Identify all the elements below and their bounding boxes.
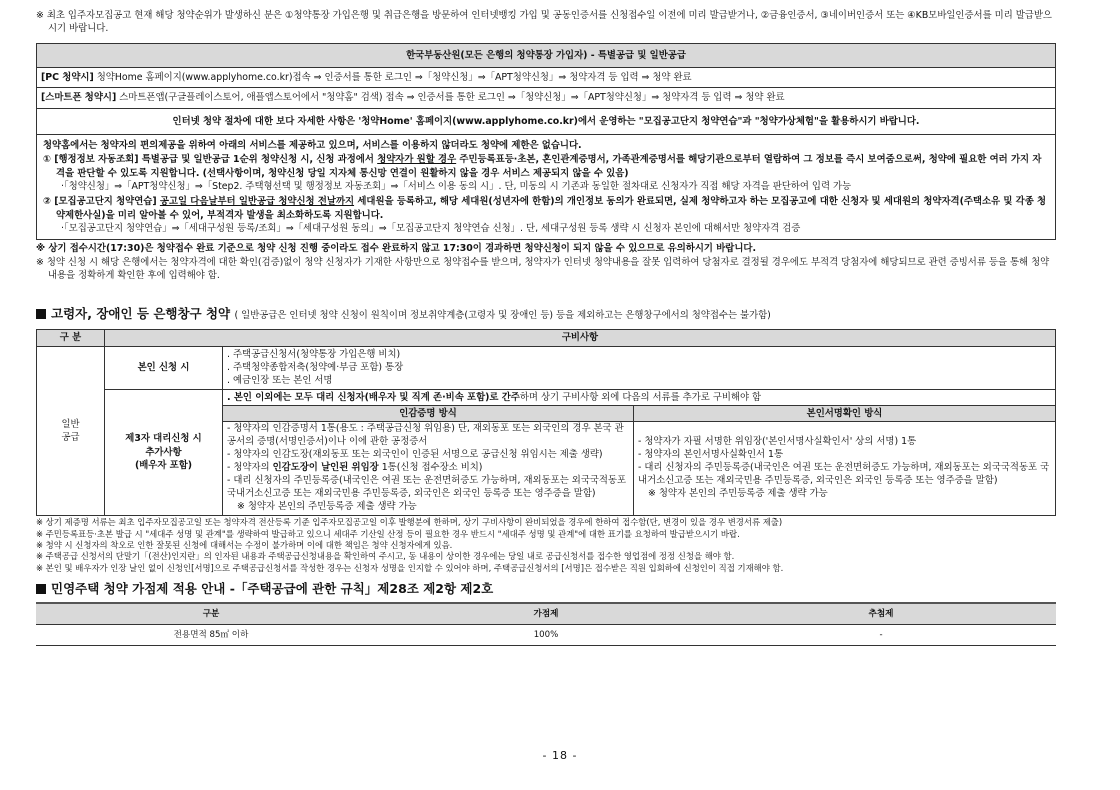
application-procedure-box [36, 43, 1056, 241]
section-bank-counter [36, 305, 1056, 575]
required-documents-table [36, 329, 1056, 516]
footnote-1: ※ 상기 제증명 서류는 최초 입주자모집공고일 또는 청약자격 전산등록 기준 입주자모집공고일 이후 발행분에 한하며, 상기 구비사항이 완비되었을 경우에 한하여 접수함(단, 변경이 있을 경우 변경서류 제출) [36, 517, 783, 528]
sign-doc-note: ※ 청약자 본인의 주민등록증 제출 생략 가능 [648, 488, 828, 500]
section-point-system-title [36, 580, 1056, 598]
proxy-note-text: 하며 상기 구비사항 외에 다음의 서류를 추가로 구비해야 함 [519, 391, 762, 403]
pc-label: [PC 청약시] [41, 72, 94, 84]
point-table-cell: 100% [386, 625, 706, 646]
intro-note: ※ 최초 입주자모집공고 현재 해당 청약순위가 발생하신 분은 ①청약통장 가입은행 및 취급은행을 방문하여 인터넷뱅킹 가입 및 공동인증서를 신청접수일 이전에 미리 발급받거나, ②금융인증서, ③네이버인증서 또는 ④KB모바일인증서를 미리 발급받으시기 바랍니다. [36, 10, 1052, 35]
sign-doc-1: - 청약자가 자필 서명한 위임장('본인서명사실확인서' 상의 서명) 1통 [638, 436, 917, 448]
point-table-header-points: 가점제 [386, 603, 706, 625]
pc-procedure [37, 68, 1055, 88]
self-apply-label: 본인 신청 시 [105, 346, 223, 389]
seal-doc-4: - 대리 신청자의 주민등록증(내국인은 여권 또는 운전면허증도 가능하며, 재외동포는 외국국적동포 국내거소신고증 또는 재외국민용 주민등록증, 외국인은 외국인 등록증 또는 영주증을 말함) [227, 475, 627, 500]
service-item-2-path: ·「모집공고단지 청약연습」⇒「세대구성원 등록/조회」⇒「세대구성원 동의」⇒「모집공고단지 청약연습 신청」. 단, 세대구성원 등록 생략 시 신청자 본인에 대해서만 청약자격 검증 [61, 223, 801, 235]
item2-underline: 공고일 다음날부터 일반공급 청약신청 전날까지 [159, 196, 355, 208]
table-row [36, 625, 1056, 646]
document-page [36, 9, 1056, 646]
sign-method-header: 본인서명확인 방식 [634, 405, 1056, 421]
seal-doc-3-c: 1통(신청 접수장소 비치) [378, 462, 483, 474]
proxy-note-bold: . 본인 이외에는 모두 대리 신청자(배우자 및 직계 존·비속 포함)로 간주 [227, 391, 520, 403]
item2-text-a: ② [모집공고단지 청약연습] [43, 196, 160, 208]
service-item-1 [43, 153, 1049, 180]
square-bullet-icon [36, 584, 46, 594]
sign-doc-3: - 대리 신청자의 주민등록증(내국인은 여권 또는 운전면허증도 가능하며, 재외동포는 외국국적동포 국내거소신고증 또는 재외국민용 주민등록증, 외국인은 외국인 등록증 또는 영주증을 말함) [638, 462, 1050, 487]
service-item-2 [43, 195, 1049, 222]
service-item-1-path: ·「청약신청」⇒「APT청약신청」⇒「Step2. 주택형선택 및 행정정보 자동조회」⇒「서비스 이용 동의 시」. 단, 미동의 시 기존과 동일한 절차대로 신청자가 직접 해당 자격을 판단하여 입력 가능 [61, 181, 852, 193]
point-table-header-lottery: 추첨제 [706, 603, 1056, 625]
self-doc-1: . 주택공급신청서(청약통장 가입은행 비치) [227, 348, 401, 360]
sign-method-docs [634, 422, 1056, 516]
general-supply-label: 일반 공급 [37, 346, 105, 516]
seal-doc-3-bold: 인감도장이 날인된 위임장 [272, 462, 379, 474]
section-subtitle: ( 일반공급은 인터넷 청약 신청이 원칙이며 정보취약계층(고령자 및 장애인 등) 등을 제외하고는 은행창구에서의 청약접수는 불가함) [234, 309, 771, 321]
mobile-procedure [37, 88, 1055, 108]
seal-doc-3-a: - 청약자의 [227, 462, 273, 474]
practice-info: 인터넷 청약 절차에 대한 보다 자세한 사항은 '청약Home' 홈페이지(www.applyhome.co.kr)에서 운영하는 "모집공고단지 청약연습"과 "청약가상체험"을 활용하시기 바랍니다. [37, 109, 1055, 135]
seal-doc-2: - 청약자의 인감도장(재외동포 또는 외국인이 인증된 서명으로 공급신청 위임시는 제출 생략) [227, 449, 603, 461]
point-table-header-category: 구분 [36, 603, 386, 625]
self-apply-docs [223, 346, 1056, 389]
mobile-text: 스마트폰앱(구글플레이스토어, 애플앱스토어에서 "청약홈" 검색) 접속 ⇒ 인증서를 통한 로그인 ⇒「청약신청」⇒「APT청약신청」⇒ 청약자격 등 입력 ⇒ 청약 완료 [116, 92, 785, 104]
section3-title-text: 민영주택 청약 가점제 적용 안내 -「주택공급에 관한 규칙」제28조 제2항 제2호 [51, 581, 494, 597]
self-doc-2: . 주택청약종합저축(청약예·부금 포함) 통장 [227, 361, 404, 373]
seal-doc-note: ※ 청약자 본인의 주민등록증 제출 생략 가능 [237, 501, 417, 513]
seal-method-docs [223, 422, 634, 516]
proxy-note [223, 389, 1056, 405]
item1-text-b: 주민등록표등·초본, 혼인관계증명서, 가족관계증명서를 해당기관으로부터 열람하여 그 정보를 즉시 보여줌으로써, 청약에 필요한 여러 가지 자격을 판단할 수 있도록 지원합니다. (선택사항이며, 청약신청 당일 지자체 통신망 연결이 원활하지 않을 경우 서비스 제공되지 않을 수 있음) [56, 154, 1042, 179]
verification-note: ※ 청약 신청 시 해당 은행에서는 청약자격에 대한 확인(검증)없이 청약 신청자가 기재한 사항만으로 청약접수를 받으며, 청약자가 인터넷 청약내용을 잘못 입력하여 당첨자로 결정될 경우에도 부적격 당첨자에 해당되므로 관련 증빙서류 등을 통해 청약내용을 정확하게 확인한 후에 입력해야 함. [36, 256, 1050, 282]
point-table-cell: - [706, 625, 1056, 646]
point-table-cell: 전용면적 85㎡ 이하 [36, 625, 386, 646]
sign-doc-2: - 청약자의 본인서명사실확인서 1통 [638, 449, 784, 461]
page-number: - 18 - [542, 749, 578, 762]
section-bank-counter-title [36, 305, 1056, 323]
point-system-table [36, 602, 1056, 646]
seal-method-header: 인감증명 방식 [223, 405, 634, 421]
deadline-note: ※ 상기 접수시간(17:30)은 청약접수 완료 기준으로 청약 신청 진행 중이라도 접수 완료하지 않고 17:30이 경과하면 청약신청이 되지 않을 수 있으므로 유의하시기 바랍니다. [36, 243, 757, 255]
footnote-3: ※ 청약 시 신청자의 착오로 인한 잘못된 신청에 대해서는 수정이 불가하며 이에 대한 책임은 청약 신청자에게 있음. [36, 539, 453, 550]
item1-text-a: ① [행정정보 자동조회] 특별공급 및 일반공급 1순위 청약신청 시, 신청 과정에서 [43, 154, 378, 166]
seal-doc-3 [227, 462, 629, 475]
proxy-apply-label: 제3자 대리신청 시 추가사항 (배우자 포함) [105, 389, 223, 515]
section-title-text: 고령자, 장애인 등 은행창구 청약 [51, 305, 231, 321]
footnote-2: ※ 주민등록표등·초본 발급 시 "세대주 성명 및 관계"를 생략하여 발급하고 있으니 세대주 기산일 산정 등이 필요한 경우 반드시 "세대주 성명 및 관계"에 대한 표기를 요청하여 발급받으시기 바랍. [36, 528, 740, 539]
item1-underline: 청약자가 원할 경우 [377, 154, 457, 166]
box-title: 한국부동산원(모든 은행의 청약통장 가입자) - 특별공급 및 일반공급 [37, 44, 1055, 68]
col-docs-header: 구비사항 [105, 330, 1056, 346]
service-section [37, 135, 1055, 239]
square-bullet-icon [36, 309, 46, 319]
footnote-5: ※ 본인 및 배우자가 인장 날인 없이 신청인[서명]으로 주택공급신청서를 작성한 경우는 신청자 성명을 인지할 수 있어야 하며, 주택공급신청서의 [서명]은 접수받은 직원 입회하에 신청인이 직접 기재해야 함. [36, 562, 784, 573]
self-doc-3: . 예금인장 또는 본인 서명 [227, 375, 333, 387]
table-footnotes [36, 517, 1056, 574]
item2-text-b: 세대원을 등록하고, 해당 세대원(성년자에 한함)의 개인정보 동의가 완료되면, 실제 청약하고자 하는 모집공고에 대한 신청자 및 세대원의 청약자격(주택소유 및 각종 청약제한사실)을 미리 알아볼 수 있어, 부적격자 발생을 최소화하도록 지원합니다. [56, 196, 1047, 221]
section-point-system [36, 580, 1056, 646]
col-category-header: 구 분 [37, 330, 105, 346]
service-intro: 청약홈에서는 청약자의 편의제공을 위하여 아래의 서비스를 제공하고 있으며, 서비스를 이용하지 않더라도 청약에 제한은 없습니다. [43, 140, 582, 152]
seal-doc-1: - 청약자의 인감증명서 1통(용도 : 주택공급신청 위임용) 단, 재외동포 또는 외국인의 경우 본국 관공서의 증명(서명인증서)이나 이에 관한 공정증서 [227, 423, 624, 448]
footnote-4: ※ 주택공급 신청서의 단말기「(전산)인지란」의 인자된 내용과 주택공급신청내용을 확인하여 주시고, 동 내용이 상이한 경우에는 당일 내로 공급신청서를 접수한 영업점에 정정 신청을 해야 함. [36, 551, 735, 562]
mobile-label: [스마트폰 청약시] [41, 92, 117, 104]
pc-text: 청약Home 홈페이지(www.applyhome.co.kr)접속 ⇒ 인증서를 통한 로그인 ⇒「청약신청」⇒「APT청약신청」⇒ 청약자격 등 입력 ⇒ 청약 완료 [93, 72, 692, 84]
